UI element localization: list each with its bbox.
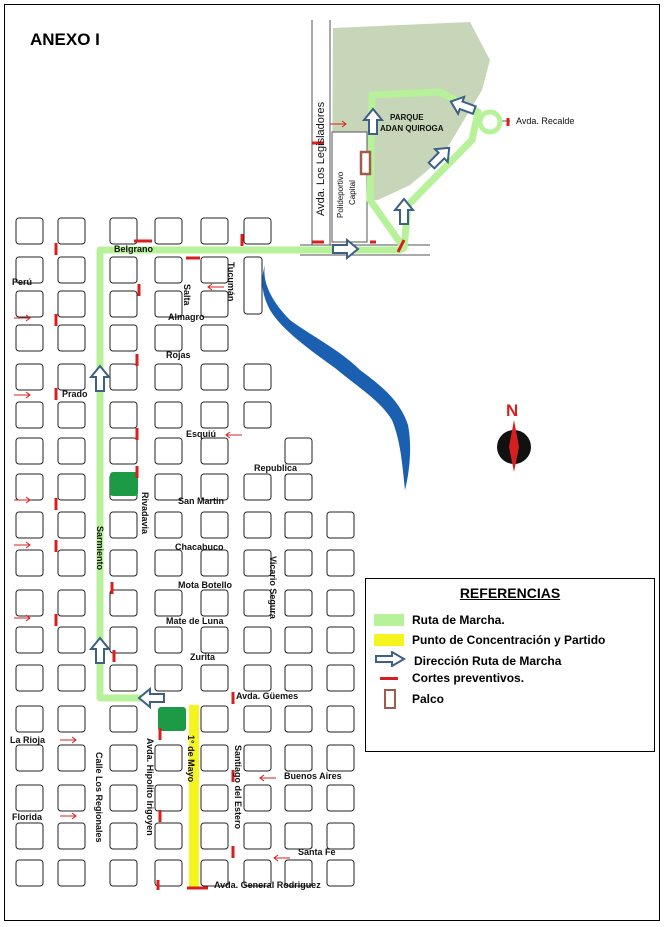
city-block xyxy=(110,627,137,653)
city-block xyxy=(201,550,228,576)
city-block xyxy=(110,364,137,390)
legend-item-route xyxy=(374,613,505,627)
city-block xyxy=(201,291,228,317)
city-block xyxy=(16,364,43,390)
city-block xyxy=(244,627,271,653)
city-block xyxy=(244,706,271,732)
pointer-arrow-icon xyxy=(260,775,276,781)
park-name-line1: PARQUE xyxy=(390,113,424,122)
city-block xyxy=(285,745,312,771)
label-mota-botello: Mota Botello xyxy=(178,580,232,590)
legend-label: Palco xyxy=(412,692,445,706)
pointer-arrow-icon xyxy=(208,284,224,290)
city-block xyxy=(327,785,354,811)
city-block xyxy=(110,745,137,771)
city-block xyxy=(285,627,312,653)
north-arrow-icon xyxy=(509,420,519,472)
label-rojas: Rojas xyxy=(166,350,191,360)
city-block xyxy=(155,785,182,811)
river xyxy=(262,265,410,490)
city-block xyxy=(155,550,182,576)
city-block xyxy=(110,325,137,351)
city-block xyxy=(327,512,354,538)
city-block xyxy=(58,218,85,244)
city-block xyxy=(244,823,271,849)
route-swatch xyxy=(374,614,404,626)
label-chacabuco: Chacabuco xyxy=(175,542,224,552)
city-block xyxy=(201,823,228,849)
city-block xyxy=(201,364,228,390)
concentration-zone xyxy=(189,705,199,888)
city-block xyxy=(110,512,137,538)
label-florida: Florida xyxy=(12,812,43,822)
label-avda-general-rodriguez: Avda. General Rodriguez xyxy=(214,880,321,890)
city-block xyxy=(201,745,228,771)
city-block xyxy=(58,257,85,283)
city-block xyxy=(16,860,43,886)
city-block xyxy=(110,402,137,428)
palco-icon xyxy=(384,689,396,709)
city-block xyxy=(201,402,228,428)
city-block xyxy=(327,745,354,771)
city-block xyxy=(58,627,85,653)
city-block xyxy=(58,706,85,732)
city-block xyxy=(110,590,137,616)
city-block xyxy=(16,550,43,576)
city-block xyxy=(201,218,228,244)
city-block xyxy=(58,325,85,351)
city-block xyxy=(110,823,137,849)
city-block xyxy=(201,785,228,811)
city-block xyxy=(327,860,354,886)
city-block xyxy=(285,512,312,538)
city-block xyxy=(201,665,228,691)
city-block xyxy=(155,364,182,390)
city-block xyxy=(58,438,85,464)
city-block xyxy=(110,706,137,732)
city-block xyxy=(244,590,271,616)
city-block xyxy=(285,474,312,500)
city-block xyxy=(58,512,85,538)
city-block xyxy=(285,438,312,464)
city-block xyxy=(110,291,137,317)
city-block xyxy=(155,745,182,771)
legend-box xyxy=(365,578,655,752)
north-compass xyxy=(497,401,531,472)
city-block xyxy=(155,218,182,244)
city-block xyxy=(16,474,43,500)
city-block xyxy=(155,823,182,849)
legend-label: Dirección Ruta de Marcha xyxy=(414,653,562,668)
city-block xyxy=(201,590,228,616)
direction-arrow-icon xyxy=(91,366,109,391)
city-block xyxy=(327,550,354,576)
city-block xyxy=(16,706,43,732)
label-tucuman: Tucumán xyxy=(226,262,236,302)
city-block xyxy=(285,785,312,811)
legend-item-palco xyxy=(374,689,444,709)
city-block xyxy=(110,665,137,691)
concentration-square-1 xyxy=(158,707,186,731)
city-block xyxy=(327,823,354,849)
city-block xyxy=(201,706,228,732)
city-block xyxy=(244,364,271,390)
city-block xyxy=(244,512,271,538)
direction-arrow-icon xyxy=(139,689,164,707)
concentration-swatch xyxy=(374,634,404,646)
city-block xyxy=(110,785,137,811)
city-block xyxy=(155,325,182,351)
city-block xyxy=(16,438,43,464)
city-block xyxy=(16,512,43,538)
city-block xyxy=(285,550,312,576)
legend-item-cuts xyxy=(374,671,524,685)
city-block xyxy=(110,860,137,886)
label-avda-hipolito-irigoyen: Avda. Hipolito Irigoyen xyxy=(145,738,155,836)
label-la-rioja: La Rioja xyxy=(10,735,46,745)
city-block xyxy=(155,512,182,538)
city-block xyxy=(201,438,228,464)
city-block xyxy=(58,860,85,886)
legend-title: REFERENCIAS xyxy=(459,585,561,601)
label-calle-los-regionales: Calle Los Regionales xyxy=(94,752,104,843)
city-block xyxy=(58,474,85,500)
concentration-square-2 xyxy=(110,472,138,496)
city-block xyxy=(244,218,271,244)
label-belgrano: Belgrano xyxy=(114,244,154,254)
legend-label: Ruta de Marcha. xyxy=(412,613,505,627)
park-name-line2: ADAN QUIROGA xyxy=(380,124,444,133)
city-block xyxy=(244,665,271,691)
label-sarmiento: Sarmiento xyxy=(95,526,105,571)
city-block xyxy=(201,325,228,351)
city-block xyxy=(285,706,312,732)
north-label: N xyxy=(506,401,519,420)
city-block xyxy=(16,785,43,811)
label-salta: Salta xyxy=(182,284,192,306)
legend-item-direction xyxy=(374,651,561,670)
city-block xyxy=(16,325,43,351)
city-block xyxy=(16,590,43,616)
label-prado: Prado xyxy=(62,389,88,399)
label-zurita: Zurita xyxy=(190,652,216,662)
label-primero-de-mayo: 1° de Mayo xyxy=(186,735,196,783)
city-block xyxy=(58,402,85,428)
label-peru: Perú xyxy=(12,277,33,287)
city-block xyxy=(110,218,137,244)
page-title: ANEXO I xyxy=(30,30,100,49)
city-block xyxy=(110,550,137,576)
city-block xyxy=(201,627,228,653)
city-block xyxy=(16,665,43,691)
city-block xyxy=(327,706,354,732)
city-block xyxy=(201,512,228,538)
label-esquiu: Esquiú xyxy=(186,429,217,439)
city-block xyxy=(244,550,271,576)
city-block xyxy=(244,745,271,771)
city-block xyxy=(155,665,182,691)
city-block xyxy=(327,590,354,616)
city-block xyxy=(16,218,43,244)
city-block xyxy=(244,785,271,811)
recalde-roundabout xyxy=(480,112,500,132)
city-block xyxy=(110,257,137,283)
cut-line-icon xyxy=(380,677,398,680)
palco-icon xyxy=(361,152,370,174)
city-block xyxy=(58,550,85,576)
city-block xyxy=(244,402,271,428)
city-block xyxy=(155,627,182,653)
label-republica: Republica xyxy=(254,463,298,473)
city-block xyxy=(16,745,43,771)
city-block xyxy=(285,823,312,849)
label-almagro: Almagro xyxy=(168,312,205,322)
pointer-arrow-icon xyxy=(60,813,76,819)
label-capital: Capital xyxy=(348,180,357,205)
pointer-arrow-icon xyxy=(60,737,76,743)
label-rivadavia: Rivadavia xyxy=(140,492,150,535)
city-block xyxy=(58,364,85,390)
city-block xyxy=(285,665,312,691)
label-buenos-aires: Buenos Aires xyxy=(284,771,342,781)
city-block xyxy=(244,257,262,314)
city-block xyxy=(58,590,85,616)
city-block xyxy=(155,257,182,283)
label-santa-fe: Santa Fe xyxy=(298,847,336,857)
city-block xyxy=(110,438,137,464)
city-block xyxy=(58,745,85,771)
label-polideportivo: Polideportivo xyxy=(336,171,345,218)
city-block xyxy=(58,785,85,811)
city-block xyxy=(155,438,182,464)
pointer-arrow-icon xyxy=(226,432,242,438)
legend-label: Cortes preventivos. xyxy=(412,671,525,685)
label-santiago-del-estero: Santiago del Estero xyxy=(233,745,243,830)
city-block xyxy=(16,823,43,849)
label-avda-guemes: Avda. Güemes xyxy=(236,691,299,701)
city-block xyxy=(327,665,354,691)
city-block xyxy=(155,590,182,616)
legend-label: Punto de Concentración y Partido xyxy=(412,633,606,647)
city-block xyxy=(16,291,43,317)
label-avda-legisladores: Avda. Los Legisladores xyxy=(315,101,327,216)
label-vicario-segura: Vicario Segura xyxy=(268,556,278,619)
direction-arrow-icon xyxy=(374,651,406,670)
label-avda-recalde: Avda. Recalde xyxy=(516,116,575,126)
label-san-martin: San Martin xyxy=(178,496,225,506)
pointer-arrow-icon xyxy=(14,542,30,548)
city-block xyxy=(58,823,85,849)
direction-arrow-icon xyxy=(91,638,109,663)
legend-item-concentration xyxy=(374,633,605,647)
city-block xyxy=(58,665,85,691)
city-block xyxy=(16,627,43,653)
city-block xyxy=(285,590,312,616)
city-block xyxy=(155,402,182,428)
city-block xyxy=(327,627,354,653)
city-block xyxy=(244,474,271,500)
label-mate-de-luna: Mate de Luna xyxy=(166,616,224,626)
city-block xyxy=(58,291,85,317)
pointer-arrow-icon xyxy=(14,392,30,398)
city-block xyxy=(201,257,228,283)
city-block xyxy=(16,402,43,428)
